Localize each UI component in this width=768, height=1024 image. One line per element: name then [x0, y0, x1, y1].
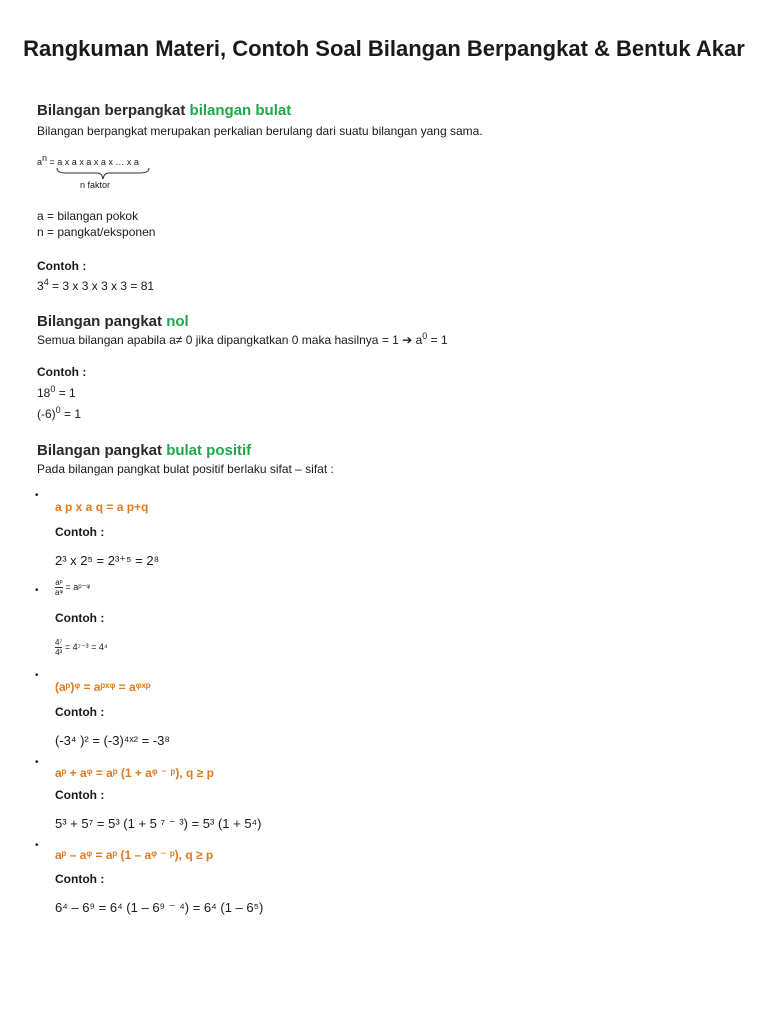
- property-example-3: (-3⁴ )² = (-3)⁴ˣ² = -3⁸: [55, 733, 170, 748]
- property-rule-2: [55, 578, 90, 597]
- property-example-1: 2³ x 2⁵ = 2³⁺⁵ = 2⁸: [55, 553, 160, 568]
- section-heading-bulat-positif: [37, 442, 251, 459]
- arrow-icon: ➔: [402, 333, 413, 347]
- property-example-4: 5³ + 5⁷ = 5³ (1 + 5 ⁷ ⁻ ³) = 5³ (1 + 5⁴): [55, 816, 262, 831]
- property-rule-5: aᵖ – aᵠ = aᵖ (1 – aᵠ ⁻ ᵖ), q ≥ p: [55, 848, 214, 862]
- fraction: [55, 638, 62, 657]
- property-rule-3: (aᵖ)ᵠ = aᵖˣᵠ = aᵠˣᵖ: [55, 680, 151, 694]
- definition-n: n = pangkat/eksponen: [37, 225, 156, 239]
- example-exponent: 0: [55, 405, 61, 415]
- example-rest: = 1: [60, 407, 82, 421]
- property-example-5: 6⁴ – 6⁹ = 6⁴ (1 – 6⁹ ⁻ ⁴) = 6⁴ (1 – 6⁵): [55, 900, 264, 915]
- page-title: Rangkuman Materi, Contoh Soal Bilangan Berpangkat & Bentuk Akar: [23, 36, 745, 61]
- example-base: 3: [37, 279, 44, 293]
- definition-a: a = bilangan pokok: [37, 209, 139, 223]
- heading-accent: bulat positif: [166, 442, 252, 459]
- section-description: Pada bilangan pangkat bulat positif berlaku sifat – sifat :: [37, 462, 334, 476]
- section-description: Bilangan berpangkat merupakan perkalian berulang dari suatu bilangan yang sama.: [37, 124, 483, 138]
- contoh-label: Contoh :: [55, 872, 105, 886]
- description-text: Semua bilangan apabila a≠ 0 jika dipangkatkan 0 maka hasilnya = 1: [37, 333, 399, 347]
- heading-prefix: Bilangan berpangkat: [37, 102, 190, 119]
- contoh-label: Contoh :: [55, 525, 105, 539]
- contoh-label: Contoh :: [55, 788, 105, 802]
- heading-accent: nol: [166, 313, 189, 330]
- bullet-icon: •: [35, 490, 39, 501]
- fraction: [55, 578, 63, 597]
- rule-rest: = aᵖ⁻ᵠ: [65, 581, 91, 592]
- contoh-label: Contoh :: [55, 705, 105, 719]
- heading-prefix: Bilangan pangkat: [37, 442, 167, 459]
- example-expression: [37, 279, 154, 293]
- section-heading-bilangan-bulat: [37, 102, 291, 119]
- formula-rhs: = a x a x a x a x … x a: [49, 157, 139, 167]
- property-rule-1: a p x a q = a p+q: [55, 500, 149, 514]
- denominator: aᵠ: [55, 588, 63, 597]
- result-base: a: [415, 333, 423, 347]
- example-rest: = 3 x 3 x 3 x 3 = 81: [48, 279, 155, 293]
- contoh-label: Contoh :: [55, 611, 105, 625]
- example-base: (-6): [37, 407, 56, 421]
- example-2: [37, 407, 81, 421]
- example-1: [37, 386, 76, 400]
- denominator: 4³: [55, 648, 63, 657]
- numerator: 4⁷: [55, 638, 63, 647]
- brace-icon: [56, 167, 150, 181]
- formula-base: a: [37, 157, 43, 167]
- example-base: 18: [37, 386, 51, 400]
- contoh-label: Contoh :: [37, 259, 87, 273]
- bullet-icon: •: [35, 670, 39, 681]
- section-heading-nol: [37, 313, 189, 330]
- heading-prefix: Bilangan pangkat: [37, 313, 167, 330]
- property-example-2: [55, 638, 108, 657]
- example-exponent: 4: [43, 277, 49, 287]
- contoh-label: Contoh :: [37, 365, 87, 379]
- formula-exponent: n: [42, 153, 48, 163]
- bullet-icon: •: [35, 757, 39, 768]
- example-rest: = 4⁷⁻³ = 4⁴: [64, 641, 108, 652]
- formula-definition: [37, 153, 139, 167]
- example-rest: = 1: [55, 386, 76, 400]
- brace-label: n faktor: [80, 180, 111, 190]
- section-description: [37, 333, 448, 347]
- result-exponent: 0: [422, 331, 428, 341]
- numerator: aᵖ: [55, 578, 63, 587]
- heading-accent: bilangan bulat: [189, 102, 292, 119]
- example-exponent: 0: [50, 384, 56, 394]
- result-rest: = 1: [427, 333, 448, 347]
- property-rule-4: aᵖ + aᵠ = aᵖ (1 + aᵠ ⁻ ᵖ), q ≥ p: [55, 766, 214, 780]
- bullet-icon: •: [35, 585, 39, 596]
- bullet-icon: •: [35, 840, 39, 851]
